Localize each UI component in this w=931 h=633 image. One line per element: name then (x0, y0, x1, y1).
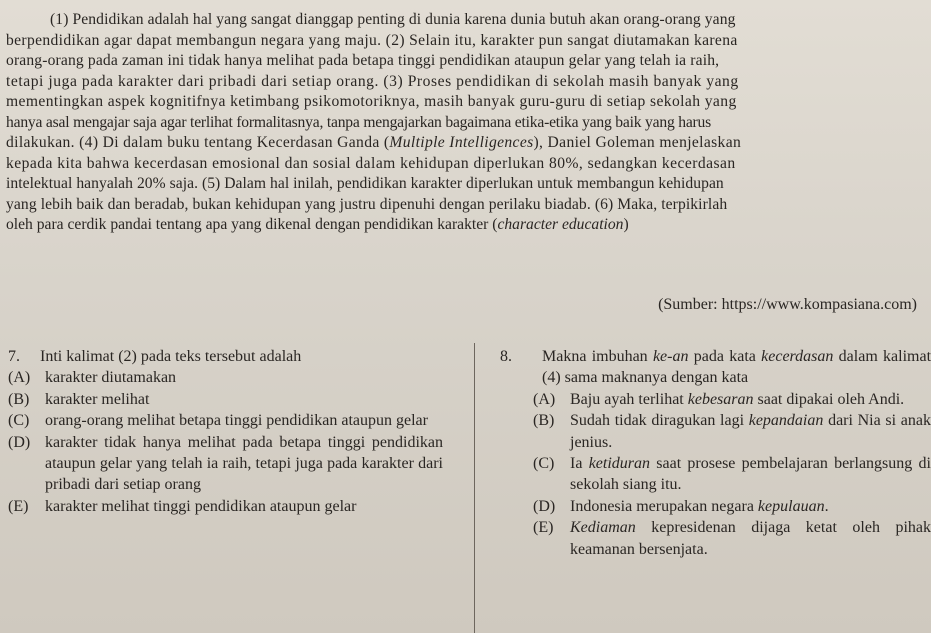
option-text: Kediaman kepresidenan dijaga ketat oleh pihak keamanan bersenjata. (570, 519, 931, 558)
question-8-option[interactable] (533, 410, 931, 453)
question-8-options (503, 389, 931, 560)
question-8-prompt-post: dalam kalimat (4) sama maknanya dengan kata (542, 348, 931, 387)
column-divider (474, 343, 475, 633)
option-keyword: kepulauan (757, 497, 825, 515)
passage-line-1: (1) Pendidikan adalah hal yang sangat dianggap penting di dunia karena dunia butuh akan orang-orang yang (50, 11, 736, 28)
reading-passage (6, 10, 921, 236)
option-keyword: Kediaman (570, 519, 636, 537)
question-7-option[interactable] (8, 496, 463, 517)
question-8-option[interactable] (533, 453, 931, 496)
question-7-number: 7. (8, 348, 20, 365)
passage-line-6: hanya asal mengajar saja agar terlihat formalitasnya, tanpa mengajarkan bagaimana etika-etika yang baik yang harus (6, 113, 712, 131)
option-text: karakter melihat tinggi pendidikan ataupun gelar (45, 497, 357, 515)
question-8-option[interactable] (533, 496, 931, 517)
option-text: Indonesia merupakan negara kepulauan. (570, 497, 829, 515)
option-text: karakter tidak hanya melihat pada betapa tinggi pendidikan ataupun gelar yang telah ia raih, tetapi juga pada karakter dari pribadi dari setiap orang (45, 433, 443, 494)
option-text: orang-orang melihat betapa tinggi pendidikan ataupun gelar (45, 412, 428, 430)
option-label: (D) (8, 433, 31, 451)
option-text: Ia ketiduran saat prosese pembelajaran berlangsung di sekolah siang itu. (570, 455, 931, 494)
passage-line-5: mementingkan aspek kognitifnya ketimbang psikomotoriknya, masih banyak guru-guru di setiap sekolah yang (6, 93, 737, 110)
question-7-option[interactable] (8, 367, 463, 388)
question-8-option[interactable] (533, 517, 931, 560)
option-label: (B) (533, 412, 555, 430)
option-text: Sudah tidak diragukan lagi kepandaian dari Nia si anak jenius. (570, 412, 931, 451)
question-8-word: kecerdasan (761, 348, 834, 365)
option-label: (C) (8, 412, 30, 430)
passage-line-3: orang-orang pada zaman ini tidak hanya melihat pada betapa tinggi pendidikan ataupun gelar yang telah ia raih, (6, 52, 720, 69)
option-keyword: kebesaran (687, 390, 754, 408)
option-label: (D) (533, 497, 556, 515)
question-8-affix: ke-an (652, 348, 689, 365)
question-8 (500, 346, 931, 560)
option-text: karakter melihat (45, 390, 150, 408)
italic-phrase: character education (497, 216, 624, 233)
passage-line-11: oleh para cerdik pandai tentang apa yang dikenal dengan pendidikan karakter (character education) (6, 216, 629, 233)
source-citation: (Sumber: https://www.kompasiana.com) (658, 296, 917, 313)
question-8-header (500, 346, 931, 389)
passage-line-4: tetapi juga pada karakter dari pribadi dari setiap orang. (3) Proses pendidikan di sekolah masih banyak yang (6, 72, 739, 90)
question-8-prompt (526, 346, 931, 389)
option-label: (B) (8, 390, 30, 408)
option-label: (E) (8, 497, 29, 515)
passage-line-8: kepada kita bahwa kecerdasan emosional dan sosial dalam kehidupan diperlukan 80%, sedangkan kecerdasan (6, 154, 736, 172)
option-label: (A) (533, 390, 556, 408)
option-keyword: kepandaian (748, 412, 824, 430)
passage-line-7: dilakukan. (4) Di dalam buku tentang Kecerdasan Ganda (Multiple Intelligences), Daniel Goleman menjelaskan (6, 134, 742, 151)
passage-line-2: berpendidikan agar dapat membangun negara yang maju. (2) Selain itu, karakter pun sangat diutamakan karena (6, 31, 738, 49)
question-7-option[interactable] (8, 432, 463, 496)
question-7-header (8, 346, 463, 367)
question-8-option[interactable] (533, 389, 931, 410)
passage-line-9: intelektual hanyalah 20% saja. (5) Dalam hal inilah, pendidikan karakter diperlukan untuk membangun kehidupan (6, 175, 724, 192)
option-label: (C) (533, 455, 555, 473)
question-8-prompt-pre: Makna imbuhan (542, 348, 653, 365)
question-8-prompt-mid: pada kata (688, 348, 762, 365)
option-keyword: ketiduran (588, 455, 651, 473)
question-7-option[interactable] (8, 410, 463, 431)
question-7-option[interactable] (8, 389, 463, 410)
option-label: (E) (533, 519, 554, 537)
option-label: (A) (8, 369, 31, 387)
option-text: karakter diutamakan (45, 369, 177, 387)
question-7-options (8, 367, 463, 517)
option-text: Baju ayah terlihat kebesaran saat dipakai oleh Andi. (570, 390, 905, 408)
question-7 (8, 346, 463, 517)
question-8-number: 8. (500, 348, 512, 365)
passage-line-10: yang lebih baik dan beradab, bukan kehidupan yang justru dipenuhi dengan perilaku biadab. (6) Maka, terpikirlah (6, 195, 728, 213)
question-7-prompt: Inti kalimat (2) pada teks tersebut adalah (40, 348, 302, 365)
italic-phrase: Multiple Intelligences (389, 134, 534, 151)
